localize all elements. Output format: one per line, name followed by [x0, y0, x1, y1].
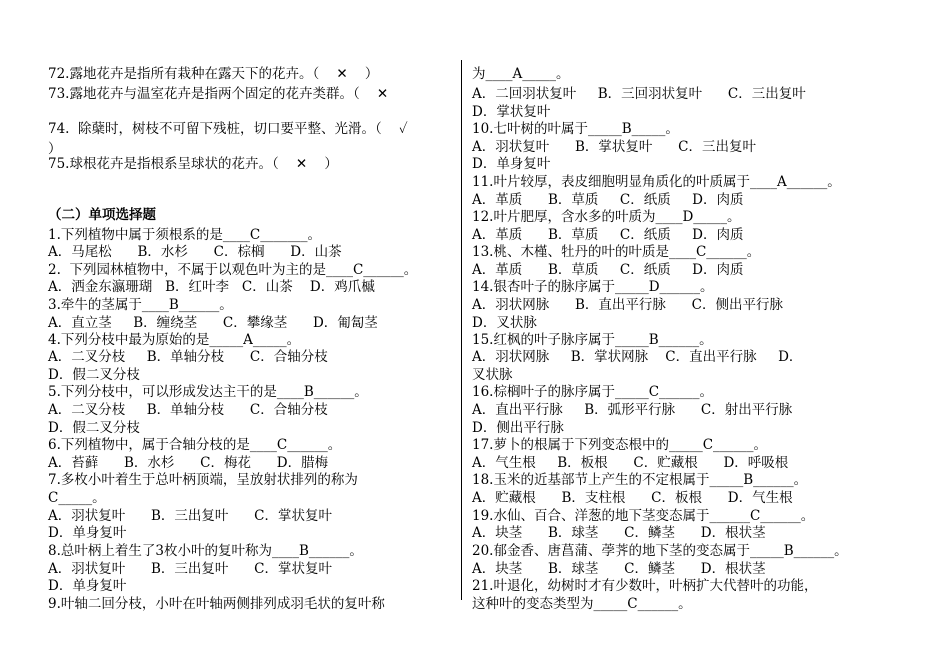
left-line	[48, 525, 126, 541]
text: A．块茎 B．球茎 C．鳞茎 D．根状茎	[472, 525, 766, 541]
text: 74. 除蘖时，树枝不可留下残桩，切口要平整、光滑。（ ✓	[48, 121, 408, 137]
text: A．二叉分枝 B．单轴分枝 C．合轴分枝	[48, 402, 328, 418]
text: ）	[48, 141, 62, 157]
right-line	[472, 86, 806, 102]
right-line	[472, 525, 766, 541]
right-line	[472, 315, 537, 331]
left-line	[48, 141, 62, 157]
text: D．单身复叶	[48, 578, 127, 594]
right-line	[472, 349, 802, 365]
left-line	[48, 472, 358, 488]
text: 73.露地花卉与温室花卉是指两个固定的花卉类群。（ ✕	[48, 86, 389, 102]
text: 4.下列分枝中最为原始的是_____A_____。	[48, 332, 301, 348]
left-line	[48, 332, 300, 348]
left-line	[48, 315, 378, 331]
left-line	[48, 490, 106, 506]
right-line	[472, 156, 550, 172]
text: A．羽状网脉 B．直出平行脉 C．侧出平行脉	[472, 297, 783, 313]
left-line	[48, 508, 332, 524]
right-line	[472, 508, 814, 524]
right-line	[472, 455, 788, 471]
left-line	[48, 367, 140, 383]
text: A．羽状复叶 B．三出复叶 C．掌状复叶	[48, 561, 332, 577]
text: A．革质 B．草质 C．纸质 D．肉质	[472, 227, 744, 243]
text: 10.七叶树的叶属于_____B_____。	[472, 121, 679, 137]
text: 19.水仙、百合、洋葱的地下茎变态属于______C______。	[472, 508, 815, 524]
text: 7.多枚小叶着生于总叶柄顶端，呈放射状排列的称为	[48, 472, 358, 488]
right-line	[472, 420, 564, 436]
text: 16.棕榈叶子的脉序属于_____C______。	[472, 384, 714, 400]
right-line	[472, 543, 848, 559]
right-line	[472, 209, 741, 225]
text: A．块茎 B．球茎 C．鳞茎 D．根状茎	[472, 561, 766, 577]
right-line	[472, 227, 743, 243]
text: 72.露地花卉是指所有栽种在露天下的花卉。（ ✕ ）	[48, 66, 379, 82]
left-line	[48, 578, 126, 594]
right-line	[472, 578, 817, 594]
text: D．叉状脉	[472, 315, 537, 331]
right-line	[472, 139, 756, 155]
left-line	[48, 543, 363, 559]
right-line	[472, 367, 513, 383]
text: A．二回羽状复叶 B．三回羽状复叶 C．三出复叶	[472, 86, 806, 102]
text: D．假二叉分枝	[48, 420, 140, 436]
text: A．羽状网脉 B．掌状网脉 C．直出平行脉 D．	[472, 349, 803, 365]
right-line	[472, 490, 793, 506]
text: A．马尾松 B．水杉 C．棕榈 D．山茶	[48, 244, 342, 260]
text: 5.下列分枝中，可以形成发达主干的是____B______。	[48, 384, 368, 400]
text: D．侧出平行脉	[472, 420, 564, 436]
text: 6.下列植物中，属于合轴分枝的是____C______。	[48, 437, 342, 453]
column-divider	[461, 60, 462, 600]
right-line	[472, 244, 760, 260]
text: D．单身复叶	[48, 525, 127, 541]
right-line	[472, 384, 713, 400]
text: 75.球根花卉是指根系呈球状的花卉。（ ✕ ）	[48, 156, 338, 172]
right-line	[472, 297, 783, 313]
text: 17.萝卜的根属于下列变态根中的_____C______。	[472, 437, 768, 453]
right-line	[472, 472, 807, 488]
text: 11.叶片较厚，表皮细胞明显角质化的叶质属于____A______。	[472, 174, 841, 190]
text: A．直立茎 B．缠绕茎 C．攀缘茎 D．匍匐茎	[48, 315, 378, 331]
right-line	[472, 262, 743, 278]
text: 为____A_____。	[472, 66, 570, 82]
left-line	[48, 297, 233, 313]
text: 8.总叶柄上着生了3枚小叶的复叶称为____B______。	[48, 543, 363, 559]
left-line	[48, 156, 338, 172]
text: 这种叶的变态类型为_____C______。	[472, 596, 692, 612]
text: 1.下列植物中属于须根系的是____C_______。	[48, 227, 321, 243]
right-line	[472, 402, 792, 418]
text: D．掌状复叶	[472, 104, 551, 120]
left-line	[48, 262, 417, 278]
left-line	[48, 455, 328, 471]
text: 15.红枫的叶子脉序属于_____B______。	[472, 332, 713, 348]
right-line	[472, 104, 550, 120]
left-line	[48, 66, 378, 82]
left-line	[48, 279, 375, 295]
text: （二）单项选择题	[48, 207, 156, 223]
left-line	[48, 349, 328, 365]
right-line	[472, 561, 766, 577]
left-line	[48, 596, 385, 612]
left-line	[48, 420, 140, 436]
text: 2. 下列园林植物中，不属于以观色叶为主的是____C______。	[48, 262, 418, 278]
right-line	[472, 279, 714, 295]
left-line	[48, 437, 341, 453]
text: 叉状脉	[472, 367, 513, 383]
right-line	[472, 332, 713, 348]
right-line	[472, 121, 679, 137]
text: D．假二叉分枝	[48, 367, 140, 383]
text: 14.银杏叶子的脉序属于_____D______。	[472, 279, 714, 295]
left-line	[48, 121, 408, 137]
text: 13.桃、木槿、牡丹的叶的叶质是____C______。	[472, 244, 761, 260]
left-line	[48, 86, 388, 102]
text: 18.玉米的近基部节上产生的不定根属于_____B______。	[472, 472, 808, 488]
text: A．直出平行脉 B．弧形平行脉 C．射出平行脉	[472, 402, 793, 418]
right-line	[472, 596, 692, 612]
right-line	[472, 437, 767, 453]
text: A．贮藏根 B．支柱根 C．板根 D．气生根	[472, 490, 793, 506]
text: 3.牵牛的茎属于____B______。	[48, 297, 233, 313]
text: A．羽状复叶 B．掌状复叶 C．三出复叶	[472, 139, 756, 155]
text: A．二叉分枝 B．单轴分枝 C．合轴分枝	[48, 349, 328, 365]
text: A．苔藓 B．水杉 C．梅花 D．腊梅	[48, 455, 329, 471]
left-line	[48, 561, 332, 577]
text: A．羽状复叶 B．三出复叶 C．掌状复叶	[48, 508, 332, 524]
right-line	[472, 66, 570, 82]
text: C_____。	[48, 490, 106, 506]
text: D．单身复叶	[472, 156, 551, 172]
text: 12.叶片肥厚，含水多的叶质为____D_____。	[472, 209, 741, 225]
left-line	[48, 244, 342, 260]
text: A．气生根 B．板根 C．贮藏根 D．呼吸根	[472, 455, 789, 471]
left-line	[48, 402, 328, 418]
left-line	[48, 207, 156, 223]
text: A．洒金东瀛珊瑚 B．红叶李 C．山茶 D．鸡爪槭	[48, 279, 375, 295]
text: 21.叶退化，幼树时才有少数叶，叶柄扩大代替叶的功能，	[472, 578, 818, 594]
left-line	[48, 384, 368, 400]
left-line	[48, 227, 321, 243]
text: 9.叶轴二回分枝，小叶在叶轴两侧排列成羽毛状的复叶称	[48, 596, 385, 612]
text: 20.郁金香、唐菖蒲、荸荠的地下茎的变态属于_____B______。	[472, 543, 848, 559]
text: A．革质 B．草质 C．纸质 D．肉质	[472, 262, 744, 278]
text: A．革质 B．草质 C．纸质 D．肉质	[472, 192, 744, 208]
right-line	[472, 174, 841, 190]
right-line	[472, 192, 743, 208]
